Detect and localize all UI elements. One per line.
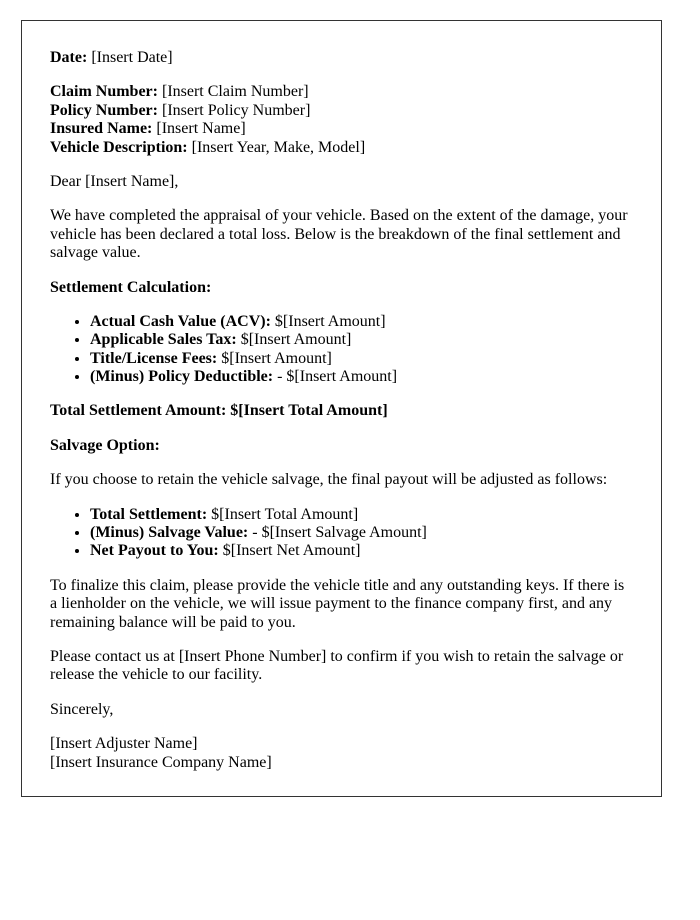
net-payout-value: $[Insert Net Amount] [218,542,361,560]
list-item-sales-tax [90,331,631,349]
title-license-fees-label: Title/License Fees: [90,349,218,367]
salvage-intro-paragraph: If you choose to retain the vehicle salvage, the final payout will be adjusted as follows: [50,471,608,489]
vehicle-description-value: [Insert Year, Make, Model] [187,138,366,156]
settlement-calculation-list [50,313,631,387]
list-item-net-payout [90,542,631,560]
signature-block [50,735,631,772]
list-item-title-license-fees [90,350,631,368]
salutation: Dear [Insert Name], [50,172,179,190]
adjuster-name-line: [Insert Adjuster Name] [50,735,198,753]
policy-deductible-value: - $[Insert Amount] [273,368,398,386]
finalize-paragraph: To finalize this claim, please provide the vehicle title and any outstanding keys. If there is a lienholder on the vehicle, we will issue payment to the finance company first, and any remaining balance will be paid to you. [50,576,625,631]
salvage-value-value: - $[Insert Salvage Amount] [248,524,427,542]
insurance-company-line: [Insert Insurance Company Name] [50,753,272,771]
letter-document [21,20,662,797]
settlement-heading: Settlement Calculation: [50,278,212,296]
claim-number-value: [Insert Claim Number] [157,83,309,101]
policy-deductible-label: (Minus) Policy Deductible: [90,368,274,386]
claim-header-block [50,83,631,157]
acv-value: $[Insert Amount] [270,312,386,330]
insured-name-value: [Insert Name] [152,120,246,138]
title-license-fees-value: $[Insert Amount] [217,349,332,367]
closing: Sincerely, [50,700,114,718]
date-line [50,49,631,67]
policy-number-label: Policy Number: [50,101,158,119]
claim-number-line [50,83,631,101]
salvage-option-heading: Salvage Option: [50,436,160,454]
total-settlement-line: Total Settlement Amount: $[Insert Total Amount] [50,402,388,420]
policy-number-line [50,102,631,120]
net-payout-label: Net Payout to You: [90,542,219,560]
acv-label: Actual Cash Value (ACV): [90,312,271,330]
date-value: [Insert Date] [87,49,173,66]
total-settlement-label: Total Settlement: [90,505,208,523]
list-item-policy-deductible [90,368,631,386]
contact-paragraph: Please contact us at [Insert Phone Number] to confirm if you wish to retain the salvage or release the vehicle to our facility. [50,647,624,684]
list-item-salvage-value [90,524,631,542]
intro-paragraph: We have completed the appraisal of your vehicle. Based on the extent of the damage, your vehicle has been declared a total loss. Below is the breakdown of the final settlement and salvage value. [50,207,628,262]
insured-name-line [50,120,631,138]
vehicle-description-label: Vehicle Description: [50,138,188,156]
sales-tax-value: $[Insert Amount] [236,331,352,349]
policy-number-value: [Insert Policy Number] [157,101,311,119]
vehicle-description-line [50,139,631,157]
claim-number-label: Claim Number: [50,83,158,101]
total-settlement-value: $[Insert Total Amount] [207,505,359,523]
salvage-value-label: (Minus) Salvage Value: [90,524,249,542]
list-item-total-settlement [90,506,631,524]
sales-tax-label: Applicable Sales Tax: [90,331,237,349]
list-item-acv [90,313,631,331]
salvage-option-list [50,506,631,561]
insured-name-label: Insured Name: [50,120,153,138]
date-label: Date: [50,49,88,66]
